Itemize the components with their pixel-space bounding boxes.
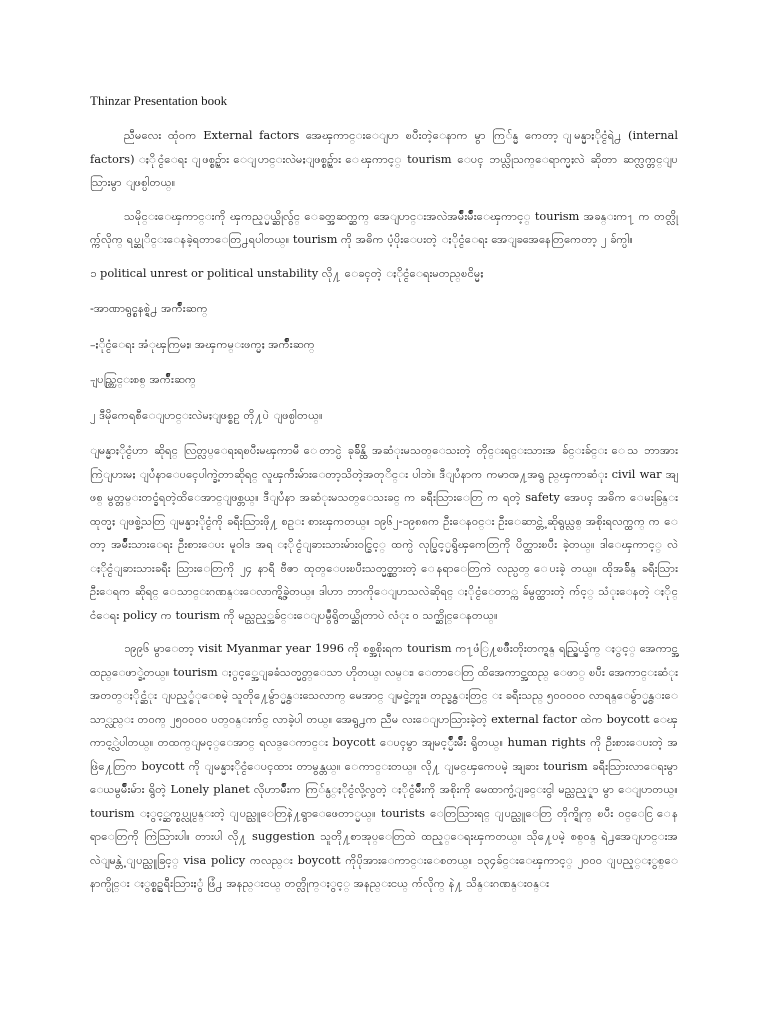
body-paragraph: -ႏိုင္ငံေရး အံုၾကြမႈ၊ အၾကမ္းဖက္မႈ အက်ိဳးဆက္	[90, 336, 315, 351]
body-paragraph: ညီမလေး ထုံ၀က External factors အေၾကာင္းေျပာ ၿပီးတဲ့ေနာက မွာ ကြ်န္မ ကေတာ့ ျမန္မာႏိုင္ငံရဲ႕ (internal factors) ႏိုင္ငံေရး ျဖစ္စဥ္မ်ား ေျပာင္းလဲမႈျဖစ္စဥ္မ်ား ေၾကာင့္ tourism ေပၚ ဘယ္လိုသက္ေရာက္မႈလဲ ဆိုတာ ဆက္လက္တင္ျပသြားမွာ ျဖစ္ပါတယ္။	[90, 128, 678, 189]
paragraph-list	[90, 124, 678, 896]
body-paragraph: ျမန္မာႏိုင္ငံဟာ ဆိုရင္ လြတ္လပ္ေရးရၿပီးမၾကာမီ ေတာင္ပဲ ခုခ်ိန္ထိ အဆံုးမသတ္ေသးတဲ့ တိုင္းရင္းသားအ ခ်င္းခ်င္း ေသ ဘာအားကြဲျပားမႈ ျပႆနာေပၚေပါက္ခဲ့တာဆိုရင္ လူၾကီးမ်ားေတာ့သိတဲ့အတုိင္း ပါဘဲ။ ဒီျပႆနာက ကမာၻ႔အရွ ည္ၾကာဆံုး civil war အျဖစ္ မွတ္တမ္းတင္ခံရတဲ့ထိေအာင္ျဖစ္တယ္။ ဒီျပႆနာ အဆံုးမသတ္ေသးခင္ က ခရီးသြားေတြ က ရတဲ့ safety အေပၚ အဓိက ေမးခြန္းထုတ္မႈ ျဖစ္ခဲ့သတြ ျမန္မာႏိုင္ငံကို ခရီးသြားဖို႔ စဥ္း စားၾကတယ္။ ၁၉၆၂-၁၉၈၈က ဦးေနဝင္း ဦးေဆာင္တဲ့ ဆိုရွယ္လစ္ အစိုးရလက္ထက္ က ေတာ့ အမ်ိဳးသားေရး ဦးစားေပး မူဝါဒ အရ ႏိုင္ငံျခားသားမ်ားဝင္ခြင့္ ထက္ပဲ လုပ္ခြင့္မရွိၾကေတြကို ပိတ္ထားၿပီး ခဲ့တယ္။ ဒါေၾကာင့္ လဲ ႏိုင္ငံျခားသားခရီး သြားေတြကို ၂၄ နာရီ ဗီဇာ ထုတ္ေပးၿပီးသတ္မွတ္ထားတဲ့ ေနရာေတြကဲ လည္ပတ္ ေပးခဲ့ တယ္။ ထိုအခ်ိန္ ခရီးသြား ဦးေရက ဆိုရင္ ေသာင္းဂဏန္းေလာက္ရွိခဲ့တယ္။ ဒါဟာ ဘာကိုေျပာသလဲဆိုရင္ ႏိုင္ငံေတာ္က ခ်မွတ္ထားတဲ့ က်င့္ သံုးေနတဲ့ ႏိုင္ငံေရး policy က tourism ကို မည္သည့္အခ်င္းေျပမွဳရွိတယ္ဆိုတာပဲ လံုး ၀ သက္ဆိုင္ေနတယ္။	[90, 443, 678, 622]
body-paragraph: -ျပည္တြင္းစစ္ အက်ိဳးဆက္	[90, 372, 197, 386]
body-paragraph: ၁၉၉၆ မွာေတာ့ visit Myanmar year 1996 ကို စစ္အစိုးရက tourism က႑ဖံြ႔ၿဖိဳးတိုးတက္ရန္ ရည္ရြယ္ခ်က္ ႏွင့္ အေကာင္အထည္ေဖာ္ခဲ့တယ္။ tourism ႏွင့္အေျခခံသတ္မွတ္ေသာ ဟိုတယ္၊ လမ္း၊ ေတာေတြ ထိအေကာင္အထည္ ေဖာ္ ၿပီး အေကာင္းဆံုး အတတ္ႏိုင္ဆံုး ျပည့္စံုေစမဲ့ သူတို႔ေမွ်ာ္မွန္းသေလာက္ မေအာင္ ျမင္ခဲ့ဘူး။ တည္ခွန္းတြင္ း ခရီးသည္ ၅၀၀၀၀၀ လာရန္ေမွ်ာ္မွန္းေသာ္လည္း တ၀က္ ၂၅၀၀၀၀ ပတ္ဝန္းက်င္ လာခဲ့ပါ တယ္။ အေရွ႕က ညီမ လးေျပာသြားခဲ့တဲ့ external factor ထဲက boycott ေၾကာင့္လဲပါတယ္။ တထက္ျမင့္ေအာင္ ရလဒ္ေကာင္း boycott ေပၚမွာ အျမင့္မ်ိဳးမ်ိဳး ရွိတယ္။ human rights ကို ဦးစားေပးတဲ့ အဖြဲ႔ေတြက boycott ကို ျမန္မာႏိုင္ငံေပၚထား တာမွန္တယ္။ ေကာင္းတယ္။ လို႔ ျမင္ၾကေပမဲ့ အျခား tourism ခရီးသြားလာေရးမွာ ေယမွမ်ိဳးမ်ား ရွိတဲ့ Lonely planet လိုဟာမ်ိဳးက ကြ်န္ပ္ႏိုင္ငံလို့လွတဲ့ ႏိုင္ငံမ်ိဳးကို အစိုးကို မေထာက္ပံ့ျခင္းငွါ မည္သည့္နာ မွာ ေျပာတယ္။ tourism ႏွင့္ဆက္စပ္လုပ္ငန္းတဲ့ ျပည္သူေတြနဲ႔ရွာေဖေတာ္မယ္။ tourists ေတြသြားရင္ ျပည္သူေတြ တိုက္ရိုက္ ၿပီး ဝင္ေငြ ေနရာေတြကို ကြဲသြားပါ။ တားပါ လို႔ suggestion သူတို႔စာအုပ္ေတြထဲ ထည့္ေရးၾကတယ္။ သို႔ေပမဲ့ စစ္ဝန္ ရဲ႕အေျပာင္းအလဲျမန္တဲ့ ျပည္သူခြင့္ visa policy ကလည္း boycott ကိုပိုအားေကာင္းေစတယ္။ ၁၃၄ခ်င္းေၾကာင့္ ၂၀၀၀ ျပည့္ႏွစ္ေနာက္ပိုင္း ႏွစ္စဥ္ခရီးသြားႏွံ ဖြံ႕ အနည္းငယ္ တတ္လိုက္ႏွင့္ အနည္းငယ္ က်လိုက္ နဲ႔ သိန္းဂဏန္းဝန္း	[90, 641, 678, 890]
document-body	[90, 92, 678, 906]
body-paragraph: သမိုင္းေၾကာင္းကို ၾကည့္မယ္ဆိုလွ်င္ ေခတ္အဆက္ဆက္ အေျပာင္းအလဲအမ်ိဳးမ်ိဳးေၾကာင့္ tourism အခန္းက႑ က တတ္လိုက္က်လိုက္ ရပ္ဆုိင္းေနခဲ့ရတာေတြ႕ရပါတယ္။ tourism ကို အဓိက ပံ့ပိုးေပးတဲ့ ႏိုင္ငံေရး အေျခအေနေတြကေတာ့ ၂ ခ်က္ပါ။	[90, 208, 678, 246]
document-title: Thinzar Presentation book	[90, 93, 228, 108]
body-paragraph: ၁ political unrest or political unstability လို႔ ေခၚတဲ့ ႏိုင္ငံေရးမတည္ၿငိမ္မႈ	[90, 265, 484, 280]
body-paragraph: -အာဏာရွင္စနစ္ရဲ႕ အက်ိဳးဆက္	[90, 301, 208, 315]
body-paragraph: ၂ ဒီမိုကေရစီေျပာင္းလဲမႈျဖစ္စဥ္ တို႔ပဲ ျဖစ္ပါတယ္။	[90, 407, 323, 422]
